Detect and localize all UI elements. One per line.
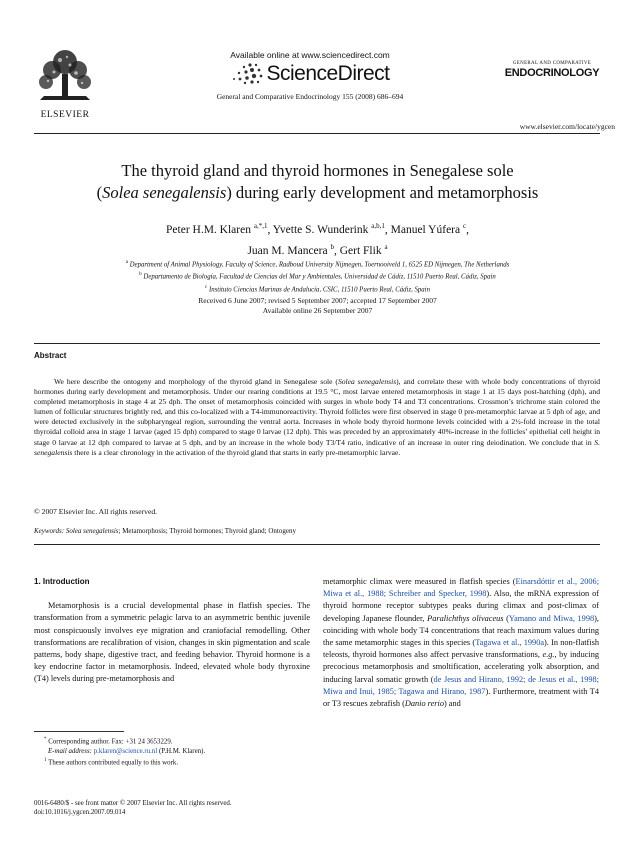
author-name[interactable]: , Manuel Yúfera xyxy=(384,223,461,236)
footnote-equal-contribution: $^1$ These authors contributed equally to this work. xyxy=(44,758,179,767)
author-list xyxy=(40,218,595,260)
front-matter-info xyxy=(34,799,232,818)
doi-line[interactable]: doi:10.1016/j.ygcen.2007.09.014 xyxy=(34,809,126,817)
issn-line: 0016-6480/$ - see front matter © 2007 Elsevier Inc. All rights reserved. xyxy=(34,800,232,807)
author-name[interactable]: , Gert Flik xyxy=(333,244,382,257)
elsevier-wordmark: ELSEVIER xyxy=(40,110,90,120)
journal-url[interactable]: www.elsevier.com/locate/ygcen xyxy=(519,122,615,131)
journal-citation: General and Comparative Endocrinology 155 (2008) 686–694 xyxy=(216,92,404,101)
sciencedirect-wordmark: ScienceDirect xyxy=(266,62,390,85)
journal-logo-endocrinology: ENDOCRINOLOGY xyxy=(504,67,600,79)
elsevier-logo xyxy=(34,48,96,118)
author-affil-sup[interactable]: a,*,1 xyxy=(253,222,268,230)
keywords: Keywords: Solea senegalensis; Metamorphosis; Thyroid hormones; Thyroid gland; Ontogeny xyxy=(34,527,296,535)
affiliation: $^b$ Departamento de Biología, Facultad de Ciencias del Mar y Ambientales, Universidad de Cádiz, 11510 Puerto Real, Cádiz, Spain xyxy=(139,272,496,281)
author-affil-sup[interactable]: a,b,1 xyxy=(371,222,385,230)
citation-link[interactable]: Tagawa et al., 1990a xyxy=(475,638,545,648)
article-title xyxy=(40,160,595,204)
citation-link[interactable]: Yamano and Miwa, 1998 xyxy=(508,613,595,623)
abstract-body: We here describe the ontogeny and morphology of the thyroid gland in Senegalese sole (Solea senegalensis), and correlate these with whole body concentrations of thyroid hormones during early development and metamorphosis. Under our rearing conditions at 19.5 °C, most larvae entered metamorphosis in stage 1 at 15 days post-hatching (dph), and completed metamorphosis in stage 4 at 25 dph. The onset of metamorphosis coincided with surges in whole body T4 and T3 concentrations. Crossmon’s trichrome stain colored the lumen of follicular structures brightly red, and this co-localized with a T4-immunoreactivity. Thyroid follicles were first observed in stage 0 pre-metamorphic larvae at 5 dph of age, and were detected exclusively in the subpharyngeal region, surrounding the ventral aorta. Increases in whole body thyroid hormone levels coincided with a 2½-fold increase in the total thyroidal colloid area in stage 1 larvae (aged 15 dph) compared to stage 0 larvae (12 dph). This was preceded by an approximately 40%-increase in the follicles’ epithelial cell height in stage 0 larvae at 12 dph compared to larvae at 5 dph, and by an increase in the whole body T3/T4 ratio, indicative of an increase in outer ring deiodination. We conclude that in S. senegalensis there is a clear chronology in the activation of the thyroid gland that starts in early pre-metamorphic larvae. xyxy=(34,377,600,457)
journal-logo xyxy=(497,60,607,79)
citation-link[interactable]: Einarsdóttir et al., 2006; Miwa et al., 1988; Schreiber and Specker, 1998 xyxy=(323,577,599,599)
abstract-bottom-rule xyxy=(34,544,600,545)
citation-link[interactable]: de Jesus and Hirano, 1992; de Jesus et al., 1998; Miwa and Inui, 1985; Tagawa and Hirano, 1987 xyxy=(323,674,599,696)
intro-left-column xyxy=(34,576,310,686)
intro-paragraph: Metamorphosis is a crucial developmental phase in flatfish species. The transformation from a symmetric pelagic larva to an asymmetric benthic juvenile most conspicuously involves eye migration and craniofacial remodelling. Other transformations are recalibration of vision, changes in skin pigmentation and scale patterns, body shape, digestive tract, and feeding behavior. Thyroid hormone is a key endocrine factor in metamorphosis. Indeed, elevated whole body thyroxine (T4) levels during pre-metamorphosis and xyxy=(34,601,310,684)
email-link[interactable]: p.klaren@science.ru.nl xyxy=(93,747,158,755)
abstract-heading: Abstract xyxy=(34,351,67,360)
author-affil-sup[interactable]: a xyxy=(384,242,388,251)
author-name[interactable]: Peter H.M. Klaren xyxy=(166,223,251,236)
abstract-top-rule xyxy=(34,343,600,344)
intro-right-column: metamorphic climax were measured in flatfish species (Einarsdóttir et al., 2006; Miwa et al., 1988; Schreiber and Specker, 1998). Also, the mRNA expression of thyroid hormone receptor subtypes peaks during climax and post-climax of developing Japanese flounder, Paralichthys olivaceus (Yamano and Miwa, 1998), coinciding with whole body T4 concentrations that reach maximum values during the same metamorphic stages in this species (Tagawa et al., 1990a). In non-flatfish teleosts, thyroid hormones also affect pervasive transformations, e.g., by inducing precocious metamorphosis and smoltification, accelerating yolk absorption, and inducing larval somatic growth (de Jesus and Hirano, 1992; de Jesus et al., 1998; Miwa and Inui, 1985; Tagawa and Hirano, 1987). Furthermore, treatment with T4 or T3 rescues zebrafish (Danio rerio) and xyxy=(323,577,599,709)
authors-line-1: Peter H.M. Klaren $^{a,*,1}$, Yvette S. Wunderink $^{a,b,1}$, Manuel Yúfera $^c$, xyxy=(166,222,469,236)
journal-header xyxy=(160,50,460,101)
elsevier-tree-icon xyxy=(34,48,96,104)
abstract-copyright: © 2007 Elsevier Inc. All rights reserved. xyxy=(34,507,158,516)
authors-line-2 xyxy=(40,239,595,260)
available-online: Available online at www.sciencedirect.com xyxy=(230,50,390,60)
footnote-rule xyxy=(34,731,124,732)
footnote-corresponding: * Corresponding author. Fax: +31 24 3653229. E-mail address: p.klaren@science.ru.nl (P.H.M. Klaren). $^1$ These authors contributed equally to this work. xyxy=(34,735,310,768)
title-line-1: The thyroid gland and thyroid hormones in Senegalese sole xyxy=(121,161,514,180)
author-affil-sup[interactable]: c xyxy=(462,222,467,230)
affiliation: $^a$ Department of Animal Physiology, Faculty of Science, Radboud University Nijmegen, Toernooiveld 1, 6525 ED Nijmegen, The Netherlands xyxy=(125,260,510,269)
article-dates xyxy=(60,296,575,316)
author-affil-sup[interactable]: b xyxy=(330,242,334,251)
section-heading-introduction: 1. Introduction xyxy=(34,577,90,586)
available-online-date: Available online 26 September 2007 xyxy=(262,306,373,315)
received-dates: Received 6 June 2007; revised 5 September 2007; accepted 17 September 2007 xyxy=(198,296,437,305)
author-name[interactable]: , Yvette S. Wunderink xyxy=(267,223,369,236)
title-line-2: (Solea senegalensis) during early development and metamorphosis xyxy=(96,183,539,202)
title-species: Solea senegalensis xyxy=(102,183,227,202)
journal-logo-line1: GENERAL AND COMPARATIVE xyxy=(512,61,592,66)
sciencedirect-dots-icon xyxy=(230,62,264,86)
author-name[interactable]: Juan M. Mancera xyxy=(247,244,328,257)
sciencedirect-logo xyxy=(160,62,460,86)
header-rule xyxy=(34,133,600,134)
affiliation: $^c$ Instituto Ciencias Marinas de Andalucía, CSIC, 11510 Puerto Real, Cádiz, Spain xyxy=(205,284,430,293)
affiliations xyxy=(50,258,585,295)
